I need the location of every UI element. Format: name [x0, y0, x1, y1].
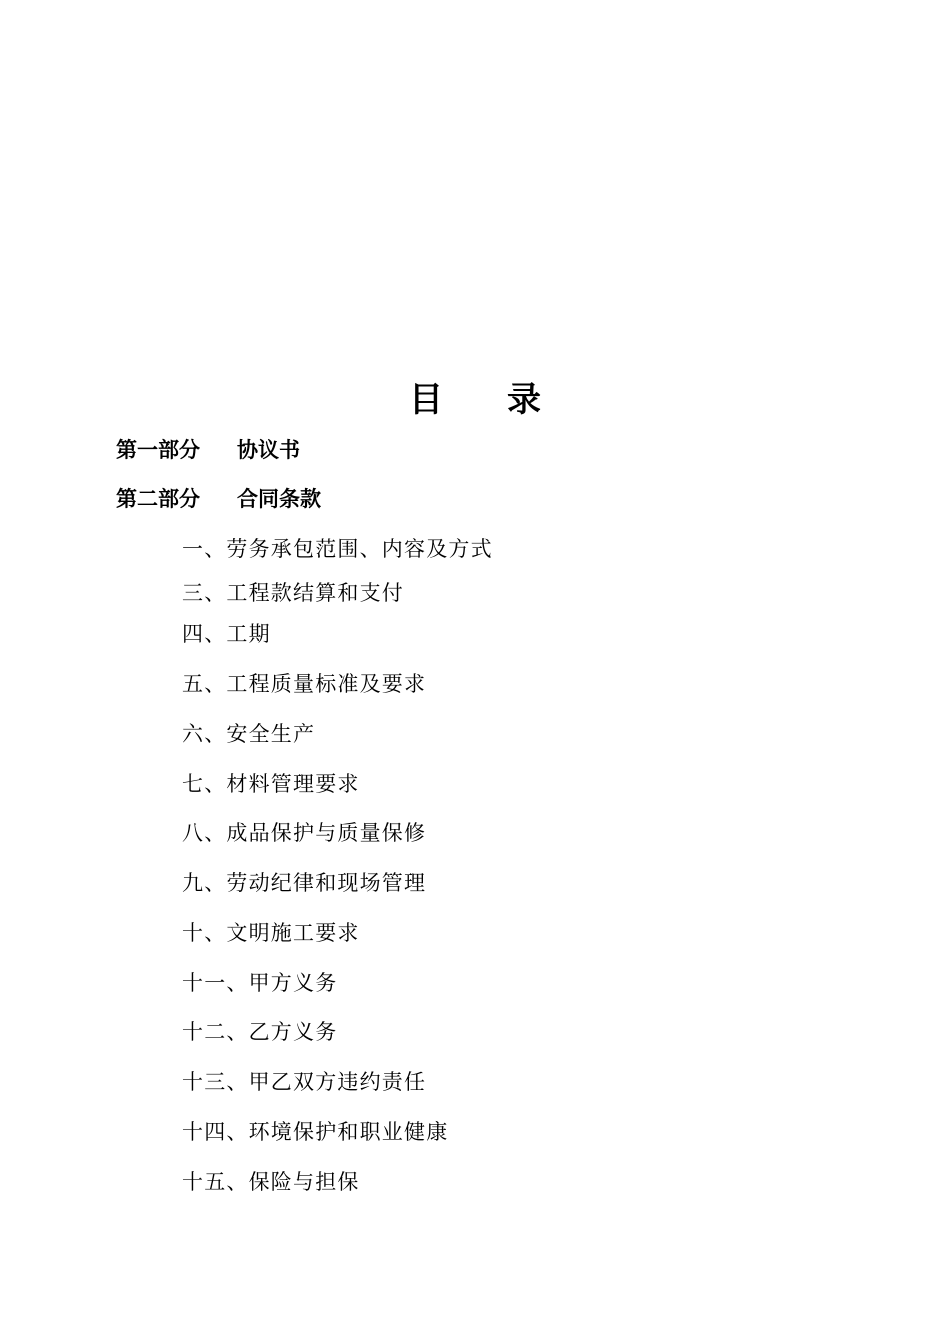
part-label: 第二部分 — [116, 486, 200, 511]
toc-item[interactable]: 十三、甲乙双方违约责任 — [182, 1070, 427, 1094]
toc-item[interactable]: 七、材料管理要求 — [182, 772, 360, 796]
part-name: 协议书 — [237, 437, 300, 462]
toc-part-2[interactable] — [116, 485, 321, 513]
toc-item[interactable]: 三、工程款结算和支付 — [182, 581, 404, 605]
toc-item[interactable]: 八、成品保护与质量保修 — [182, 821, 427, 845]
title-char-1: 目 — [409, 380, 443, 420]
toc-item[interactable]: 六、安全生产 — [182, 722, 316, 746]
toc-item[interactable]: 十二、乙方义务 — [182, 1020, 338, 1044]
toc-item[interactable]: 十一、甲方义务 — [182, 971, 338, 995]
toc-item[interactable]: 五、工程质量标准及要求 — [182, 672, 427, 696]
toc-part-1[interactable] — [116, 436, 300, 464]
page-title — [0, 378, 950, 422]
toc-item[interactable]: 九、劳动纪律和现场管理 — [182, 871, 427, 895]
part-label: 第一部分 — [116, 437, 200, 462]
part-name: 合同条款 — [237, 486, 321, 511]
title-char-2: 录 — [507, 380, 541, 420]
toc-item[interactable]: 一、劳务承包范围、内容及方式 — [182, 537, 493, 561]
toc-item[interactable]: 十四、环境保护和职业健康 — [182, 1120, 449, 1144]
toc-item[interactable]: 四、工期 — [182, 622, 271, 646]
toc-item[interactable]: 十、文明施工要求 — [182, 921, 360, 945]
toc-item[interactable]: 十五、保险与担保 — [182, 1170, 360, 1194]
